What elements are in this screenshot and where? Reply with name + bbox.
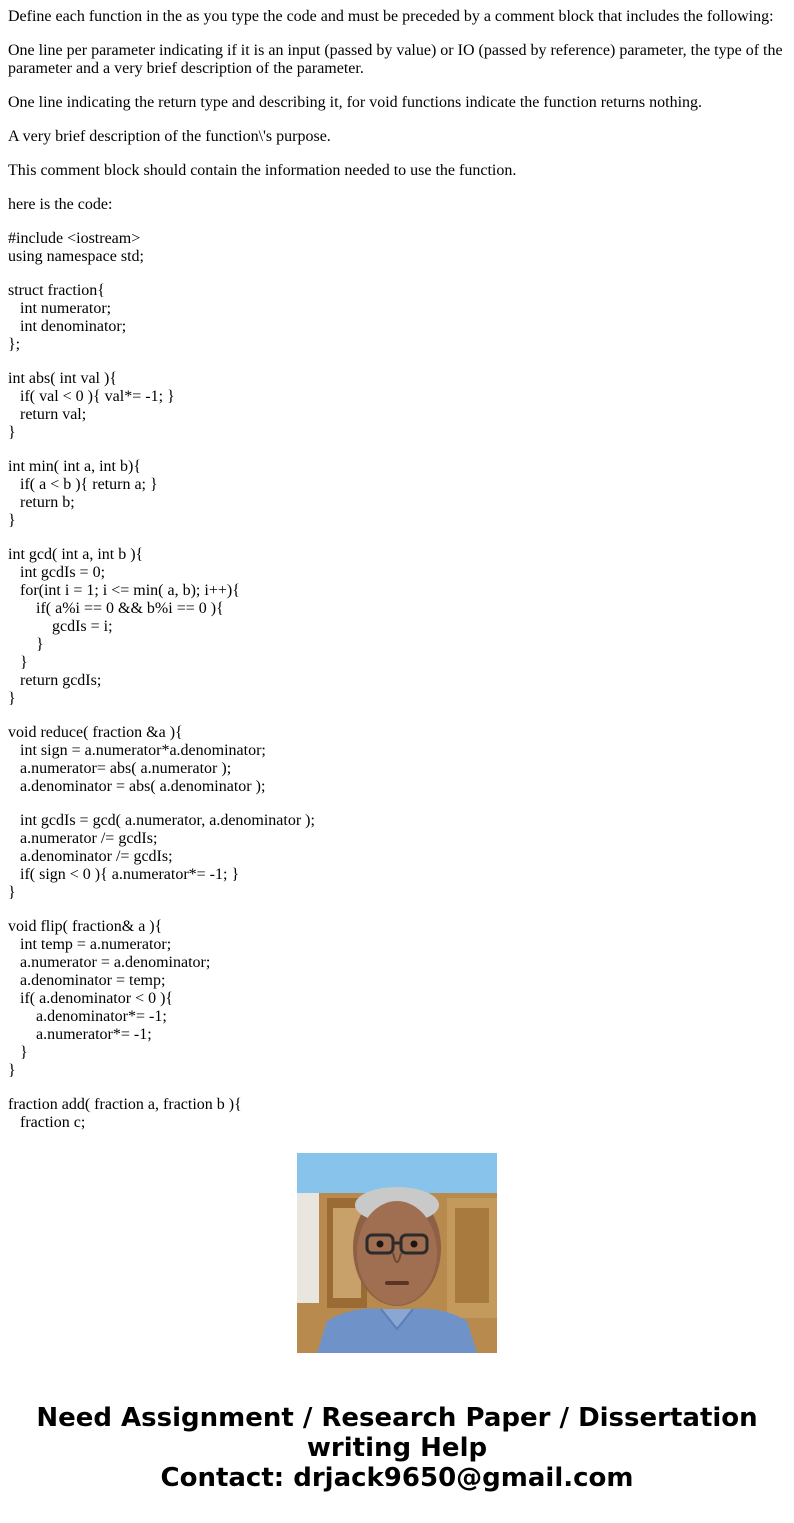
banner-line: Need Assignment / Research Paper / Dissertation: [36, 1403, 758, 1433]
instruction-paragraph: Define each function in the as you type the code and must be preceded by a comment block that includes the following:: [8, 8, 774, 25]
instruction-paragraph: here is the code:: [8, 196, 113, 213]
instruction-paragraph: A very brief description of the function\'s purpose.: [8, 128, 331, 145]
question-content: [8, 8, 786, 1131]
instruction-paragraph: This comment block should contain the information needed to use the function.: [8, 162, 517, 179]
contact-banner: [0, 1403, 794, 1493]
code-block: struct fraction{ int numerator; int denominator; };: [8, 282, 127, 353]
code-block: int abs( int val ){ if( val < 0 ){ val*= -1; } return val; }: [8, 370, 175, 441]
banner-line: writing Help: [306, 1433, 488, 1463]
code-block: int min( int a, int b){ if( a < b ){ return a; } return b; }: [8, 458, 158, 529]
code-block: void flip( fraction& a ){ int temp = a.numerator; a.numerator = a.denominator; a.denominator = temp; if( a.denominator < 0 ){ a.denominator*= -1; a.numerator*= -1; } }: [8, 918, 211, 1079]
instruction-paragraph: One line per parameter indicating if it is an input (passed by value) or IO (passed by reference) parameter, the type of the parameter and a very brief description of the parameter.: [8, 42, 783, 77]
code-block: int gcdIs = gcd( a.numerator, a.denominator ); a.numerator /= gcdIs; a.denominator /= gcdIs; if( sign < 0 ){ a.numerator*= -1; } }: [8, 812, 315, 901]
instruction-paragraph: One line indicating the return type and describing it, for void functions indicate the function returns nothing.: [8, 94, 703, 111]
code-block: fraction add( fraction a, fraction b ){ fraction c;: [8, 1096, 242, 1131]
code-block: #include <iostream> using namespace std;: [8, 230, 144, 265]
contact-email: Contact: drjack9650@gmail.com: [160, 1463, 634, 1493]
avatar-photo: [297, 1153, 497, 1353]
code-block: void reduce( fraction &a ){ int sign = a.numerator*a.denominator; a.numerator= abs( a.numerator ); a.denominator = abs( a.denominator );: [8, 724, 266, 795]
avatar: [297, 1153, 497, 1353]
code-block: int gcd( int a, int b ){ int gcdIs = 0; for(int i = 1; i <= min( a, b); i++){ if( a%i == 0 && b%i == 0 ){ gcdIs = i; } } return gcdIs; }: [8, 546, 240, 707]
